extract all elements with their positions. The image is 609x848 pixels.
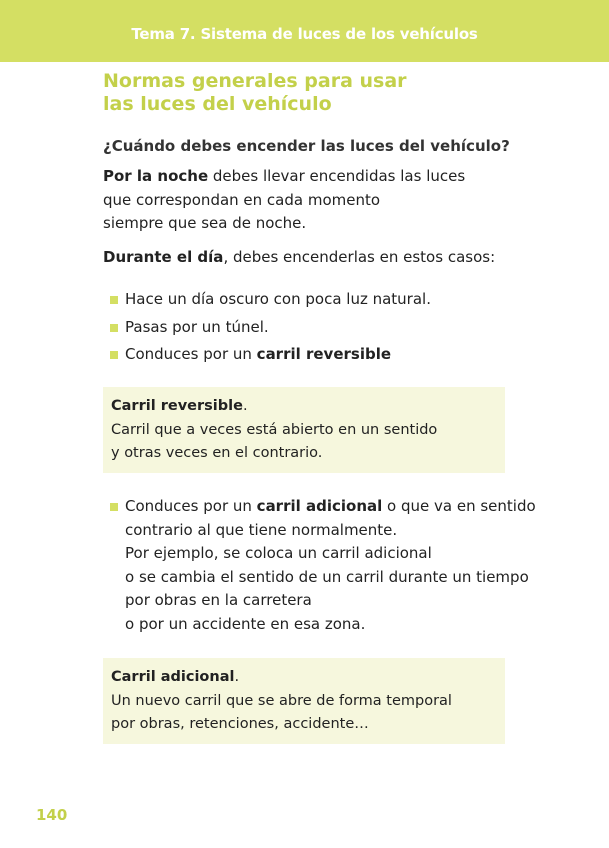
page-number: 140 [36,806,68,824]
list-item-text: Conduces por un [125,345,257,363]
definition-box-reversible [103,387,505,473]
list-item-bold: carril reversible [256,345,392,363]
definition-content [111,395,503,466]
list-item-text: Pasas por un túnel. [125,317,269,336]
definition-box-additional [103,658,505,744]
definition-term: Carril reversible [111,398,243,414]
definition-line-1: Carril que a veces está abierto en un sentido [111,421,438,438]
bullet-square-icon [110,296,118,304]
night-line-1 [103,165,543,189]
definition-term-suffix: . [242,398,248,414]
additional-line-6: o por un accidente en esa zona. [125,614,366,633]
additional-suffix: o que va en sentido [382,497,536,515]
day-bold: Durante el día [103,248,224,266]
additional-line-5: por obras en la carretera [125,591,312,609]
definition-line-2: por obras, retenciones, accidente… [111,716,369,732]
night-paragraph [103,165,543,236]
night-bold: Por la noche [103,167,209,185]
list-item [110,314,550,342]
night-line-3: siempre que sea de noche. [103,214,307,232]
question-heading: ¿Cuándo debes encender las luces del vehículo? [103,137,510,155]
bullet-square-icon [110,351,118,359]
section-title [103,70,523,116]
section-title-line-1: Normas generales para usar [103,70,407,92]
additional-line-3: Por ejemplo, se coloca un carril adicional [125,544,432,562]
definition-term-line [111,666,503,690]
definition-term-line [111,395,503,419]
list-item-additional-lane [110,495,575,636]
additional-prefix: Conduces por un [125,497,257,515]
additional-line-2: contrario al que tiene normalmente. [125,520,398,539]
list-item [110,286,550,314]
day-rest: , debes encenderlas en estos casos: [223,248,496,266]
night-line-2: que correspondan en cada momento [103,190,381,209]
bullet-square-icon [110,324,118,332]
definition-content [111,666,503,737]
page-header [0,0,609,62]
night-line-1-rest: debes llevar encendidas las luces [208,167,466,185]
chapter-title: Tema 7. Sistema de luces de los vehículos [131,25,478,43]
definition-line-1: Un nuevo carril que se abre de forma temporal [111,692,452,709]
section-title-line-2: las luces del vehículo [103,93,332,115]
list-item-text: Hace un día oscuro con poca luz natural. [125,290,431,308]
bullet-square-icon [110,503,118,511]
additional-bold: carril adicional [256,497,383,515]
definition-term: Carril adicional [111,669,235,685]
definition-line-2: y otras veces en el contrario. [111,445,323,461]
day-cases-list [110,286,550,369]
day-paragraph [103,246,543,270]
list-item [110,341,550,369]
additional-line-1 [125,495,575,519]
additional-line-4: o se cambia el sentido de un carril durante un tiempo [125,567,529,586]
definition-term-suffix: . [234,669,240,685]
